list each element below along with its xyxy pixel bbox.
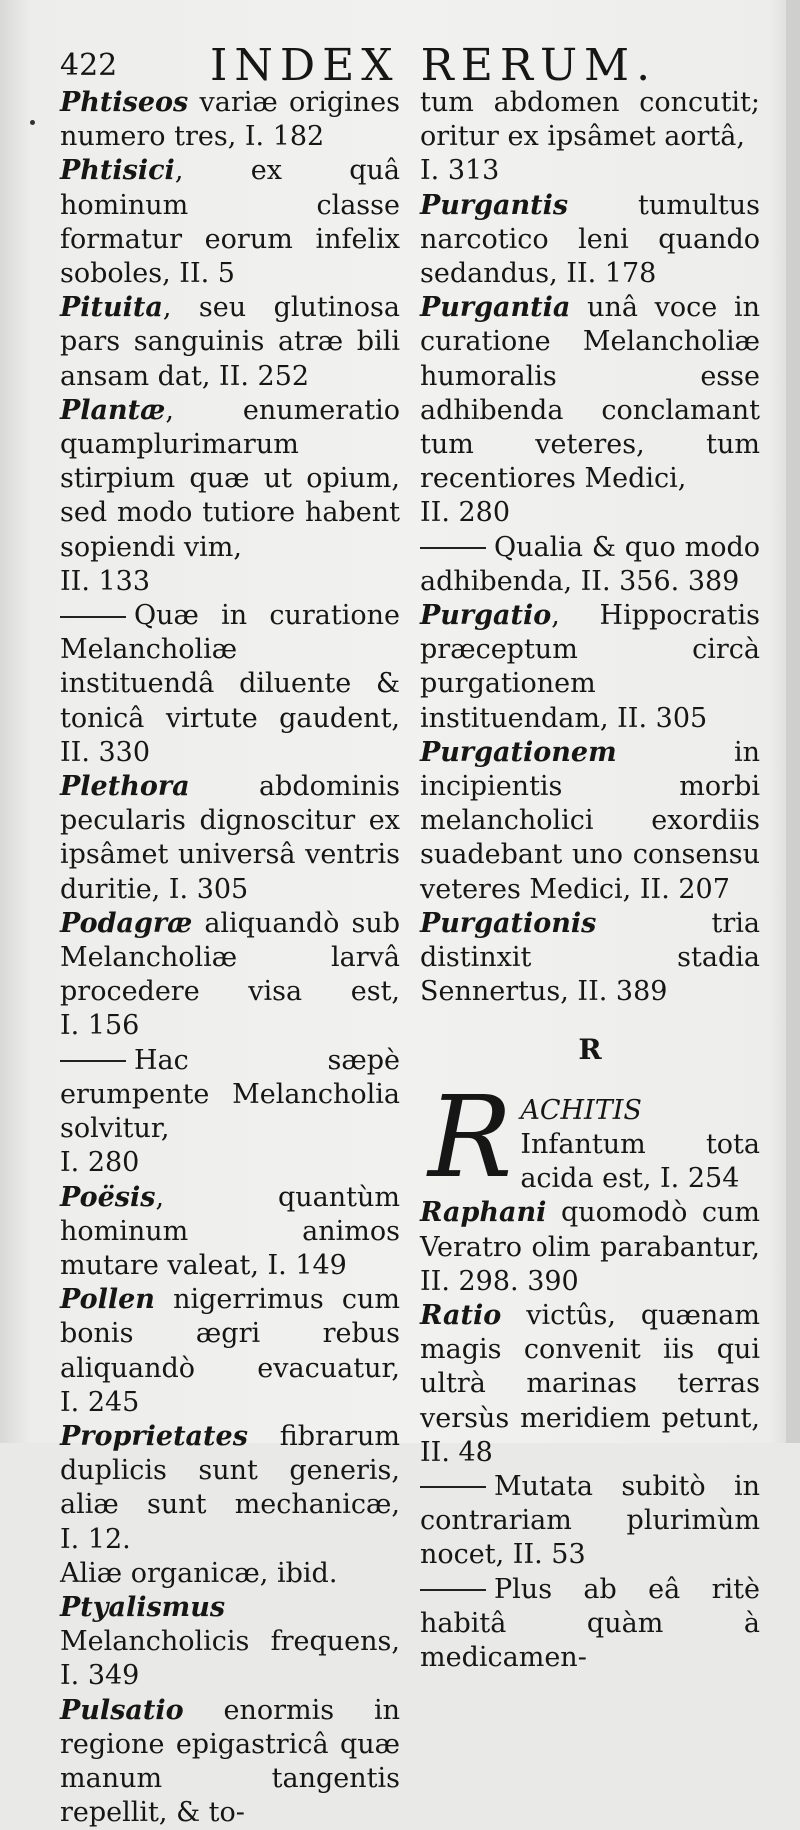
entry-headword: Purgatio — [420, 600, 552, 632]
entry-text: tum abdomen concutit; oritur ex ipsâmet aortâ, — [420, 87, 760, 153]
index-entry — [420, 907, 760, 1010]
entry-reference: II. 207 — [639, 873, 730, 905]
entry-reference: II. 280 — [420, 497, 511, 529]
entry-headword: Phtiseos — [60, 87, 189, 118]
index-entry — [60, 907, 400, 1044]
page-edge-shadow — [786, 0, 800, 1443]
repeat-dash — [420, 1589, 486, 1591]
entry-reference: II. 53 — [512, 1539, 586, 1571]
repeat-dash — [60, 616, 126, 618]
drop-cap: R — [428, 1072, 513, 1203]
entry-reference: II. 252 — [219, 360, 310, 392]
index-entry — [420, 599, 760, 736]
entry-headword: Podagræ — [60, 907, 193, 939]
index-entry — [420, 1072, 760, 1203]
entry-headword: Proprietates — [60, 1420, 248, 1452]
entry-text: nigerrimus cum bonis ægri rebus aliquandò evacuatur, — [60, 1284, 400, 1384]
section-letter: R — [578, 1033, 602, 1067]
index-entry — [60, 1694, 400, 1830]
entry-text: tria distinxit stadia Sennertus, — [420, 907, 760, 1008]
entry-reference: II. 330 — [60, 736, 151, 768]
entry-reference: II. 133 — [60, 565, 151, 597]
index-entry — [60, 599, 400, 770]
entry-headword: Pulsatio — [60, 1694, 184, 1726]
entry-reference: I. 149 — [267, 1249, 347, 1281]
index-entry — [60, 1420, 400, 1557]
entry-text: quomodò cum Veratro olim parabantur, — [420, 1197, 760, 1263]
entry-text: Quæ in curatione Melancholiæ instituendâ diluente & tonicâ virtute gaudent, — [60, 600, 400, 734]
entry-text: Melancholicis frequens, — [60, 1626, 400, 1658]
entry-text: Plus ab eâ ritè habitâ quàm à medicamen- — [420, 1573, 760, 1673]
entry-reference: I. 313 — [420, 155, 500, 187]
entry-headword: Phtisici — [60, 155, 175, 187]
index-entry — [420, 531, 760, 599]
entry-text: variæ origines numero tres, — [60, 87, 400, 153]
entry-reference: II. 305 — [617, 702, 708, 734]
entry-text: tumultus narcotico leni quando sedandus, — [420, 189, 760, 290]
entry-text: aliquandò sub Melancholiæ larvâ procedere visa est, — [60, 907, 400, 1008]
entry-reference: I. 12. — [60, 1523, 131, 1555]
entry-headword: Pituita — [60, 292, 163, 324]
entry-headword: Raphani — [420, 1197, 547, 1229]
index-entry — [420, 86, 760, 189]
entry-reference: II. 356. 389 — [580, 565, 740, 597]
entry-headword: Plethora — [60, 771, 190, 803]
entry-reference: I. 182 — [244, 121, 325, 153]
page-number: 422 — [60, 48, 118, 83]
entry-text: , enumeratio quamplurimarum stirpium quæ ut opium, sed modo tutiore habent sopiendi vim, — [60, 394, 400, 563]
entry-text: Hac sæpè erumpente Melancholia solvitur, — [60, 1044, 400, 1145]
entry-reference: I. 349 — [60, 1660, 140, 1692]
entry-text: victûs, quænam magis convenit iis qui ultrà marinas terras versùs meridiem petunt, — [420, 1299, 760, 1434]
entry-headword: Purgantis — [420, 189, 569, 221]
entry-headword: Purgationis — [420, 907, 597, 939]
repeat-dash — [60, 1060, 126, 1062]
entry-headword: Pollen — [60, 1284, 155, 1316]
index-entry — [60, 86, 400, 154]
entry-text: Mutata subitò in contrariam plurimùm nocet, — [420, 1470, 760, 1571]
repeat-dash — [420, 547, 486, 549]
index-entry — [60, 154, 400, 291]
entry-reference: II. 178 — [566, 258, 657, 290]
entry-text: Infantum tota acida est, — [520, 1128, 760, 1195]
index-entry — [60, 1557, 400, 1591]
index-entry — [420, 1470, 760, 1573]
entry-text: , seu glutinosa pars sanguinis atræ bili ansam dat, — [60, 292, 400, 392]
entry-headword: Purgantia — [420, 292, 571, 324]
entry-reference: II. 5 — [179, 258, 235, 290]
entry-text: , ex quâ hominum classe formatur eorum infelix soboles, — [60, 155, 400, 290]
entry-headword: Plantæ — [60, 394, 166, 426]
entry-reference: ibid. — [276, 1557, 338, 1589]
index-entry — [60, 1181, 400, 1284]
index-entry — [60, 394, 400, 599]
entry-headword: Ratio — [420, 1299, 502, 1331]
index-entry — [420, 291, 760, 530]
entry-headword: Purgationem — [420, 736, 617, 768]
entry-text: unâ voce in curatione Melancholiæ humoralis esse adhibenda conclamant tum veteres, tum recentiores Medici, — [420, 292, 760, 495]
index-entry — [420, 1196, 760, 1299]
left-index-column — [60, 86, 400, 1830]
repeat-dash — [420, 1486, 486, 1488]
entry-text: enormis in regione epigastricâ quæ manum tangentis repellit, & to- — [60, 1694, 400, 1829]
entry-headword: ACHITIS — [520, 1094, 642, 1126]
entry-text: , Hippocratis præceptum circà purgationem instituendam, — [420, 600, 760, 734]
entry-reference: II. 298. 390 — [420, 1265, 579, 1297]
entry-reference: II. 48 — [420, 1436, 493, 1468]
entry-headword: Ptyalismus — [60, 1591, 226, 1623]
entry-reference: I. 254 — [660, 1163, 740, 1195]
entry-reference: I. 156 — [60, 1010, 140, 1042]
index-entry — [420, 1299, 760, 1470]
index-entry — [60, 1044, 400, 1181]
entry-reference: I. 245 — [60, 1386, 140, 1418]
index-entry — [60, 291, 400, 394]
index-entry — [60, 770, 400, 907]
entry-reference: I. 305 — [168, 873, 249, 905]
entry-reference: II. 389 — [577, 976, 668, 1008]
entry-text: Aliæ organicæ, — [60, 1557, 269, 1589]
index-entry — [60, 1283, 400, 1420]
entry-text: fibrarum duplicis sunt generis, aliæ sunt mechanicæ, — [60, 1420, 400, 1521]
entry-text: Qualia & quo modo adhibenda, — [420, 531, 760, 597]
entry-text: in incipientis morbi melancholici exordiis suadebant uno consensu veteres Medici, — [420, 736, 760, 905]
entry-text: abdominis pecularis dignoscitur ex ipsâmet universâ ventris duritie, — [60, 771, 400, 905]
entry-text: , quantùm hominum animos mutare valeat, — [60, 1181, 400, 1281]
running-title: INDEX RERUM. — [210, 40, 658, 91]
entry-headword: Poësis — [60, 1181, 156, 1213]
index-entry — [420, 189, 760, 292]
entry-reference: I. 280 — [60, 1147, 140, 1179]
index-entry — [420, 1573, 760, 1676]
right-index-column — [420, 86, 760, 1675]
margin-speck — [30, 120, 35, 125]
index-entry — [420, 736, 760, 907]
index-entry — [60, 1591, 400, 1694]
